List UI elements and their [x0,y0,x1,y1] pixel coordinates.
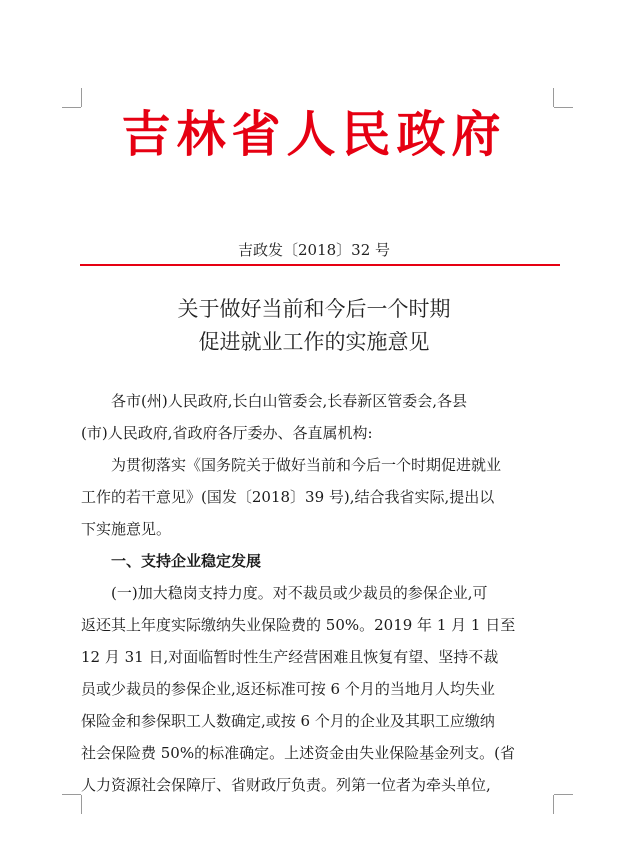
crop-mark-bottom-right [554,794,573,795]
document-body [81,385,553,801]
text-line: 保险金和参保职工人数确定,或按 6 个月的企业及其职工应缴纳 [81,712,495,730]
text-line: 返还其上年度实际缴纳失业保险费的 50%。2019 年 1 月 1 日至 [81,616,516,634]
text-line: 社会保险费 50%的标准确定。上述资金由失业保险基金列支。(省 [81,744,515,762]
text-line: 工作的若干意见》(国发〔2018〕39 号),结合我省实际,提出以 [81,488,495,506]
text-line: 员或少裁员的参保企业,返还标准可按 6 个月的当地月人均失业 [81,680,495,698]
crop-mark-bottom-left [62,794,81,795]
crop-mark-bottom-right [553,795,554,814]
text-line: (一)加大稳岗支持力度。对不裁员或少裁员的参保企业,可 [111,584,488,602]
document-title-line: 促进就业工作的实施意见 [198,330,430,354]
intro-paragraph [81,449,553,481]
text-line: 为贯彻落实《国务院关于做好当前和今后一个时期促进就业 [111,456,502,474]
intro-paragraph-continued [81,481,553,545]
text-line: 各市(州)人民政府,长白山管委会,长春新区管委会,各县 [111,392,468,410]
paragraph-1 [81,577,553,609]
text-line: 人力资源社会保障厅、省财政厅负责。列第一位者为牵头单位, [81,776,491,794]
paragraph-1-continued [81,609,553,801]
section-heading: 一、支持企业稳定发展 [111,552,262,570]
red-divider-line [80,264,560,266]
issuer-header: 吉林省人民政府 [121,105,507,163]
text-line: 12 月 31 日,对面临暂时性生产经营困难且恢复有望、坚持不裁 [81,648,499,666]
text-line: (市)人民政府,省政府各厅委办、各直属机构: [81,424,373,442]
document-title [62,293,566,359]
addressee-paragraph [81,385,553,417]
text-line: 下实施意见。 [81,520,172,538]
addressee-paragraph-continued [81,417,553,449]
document-title-line: 关于做好当前和今后一个时期 [177,297,451,321]
document-number: 吉政发〔2018〕32 号 [237,241,391,259]
